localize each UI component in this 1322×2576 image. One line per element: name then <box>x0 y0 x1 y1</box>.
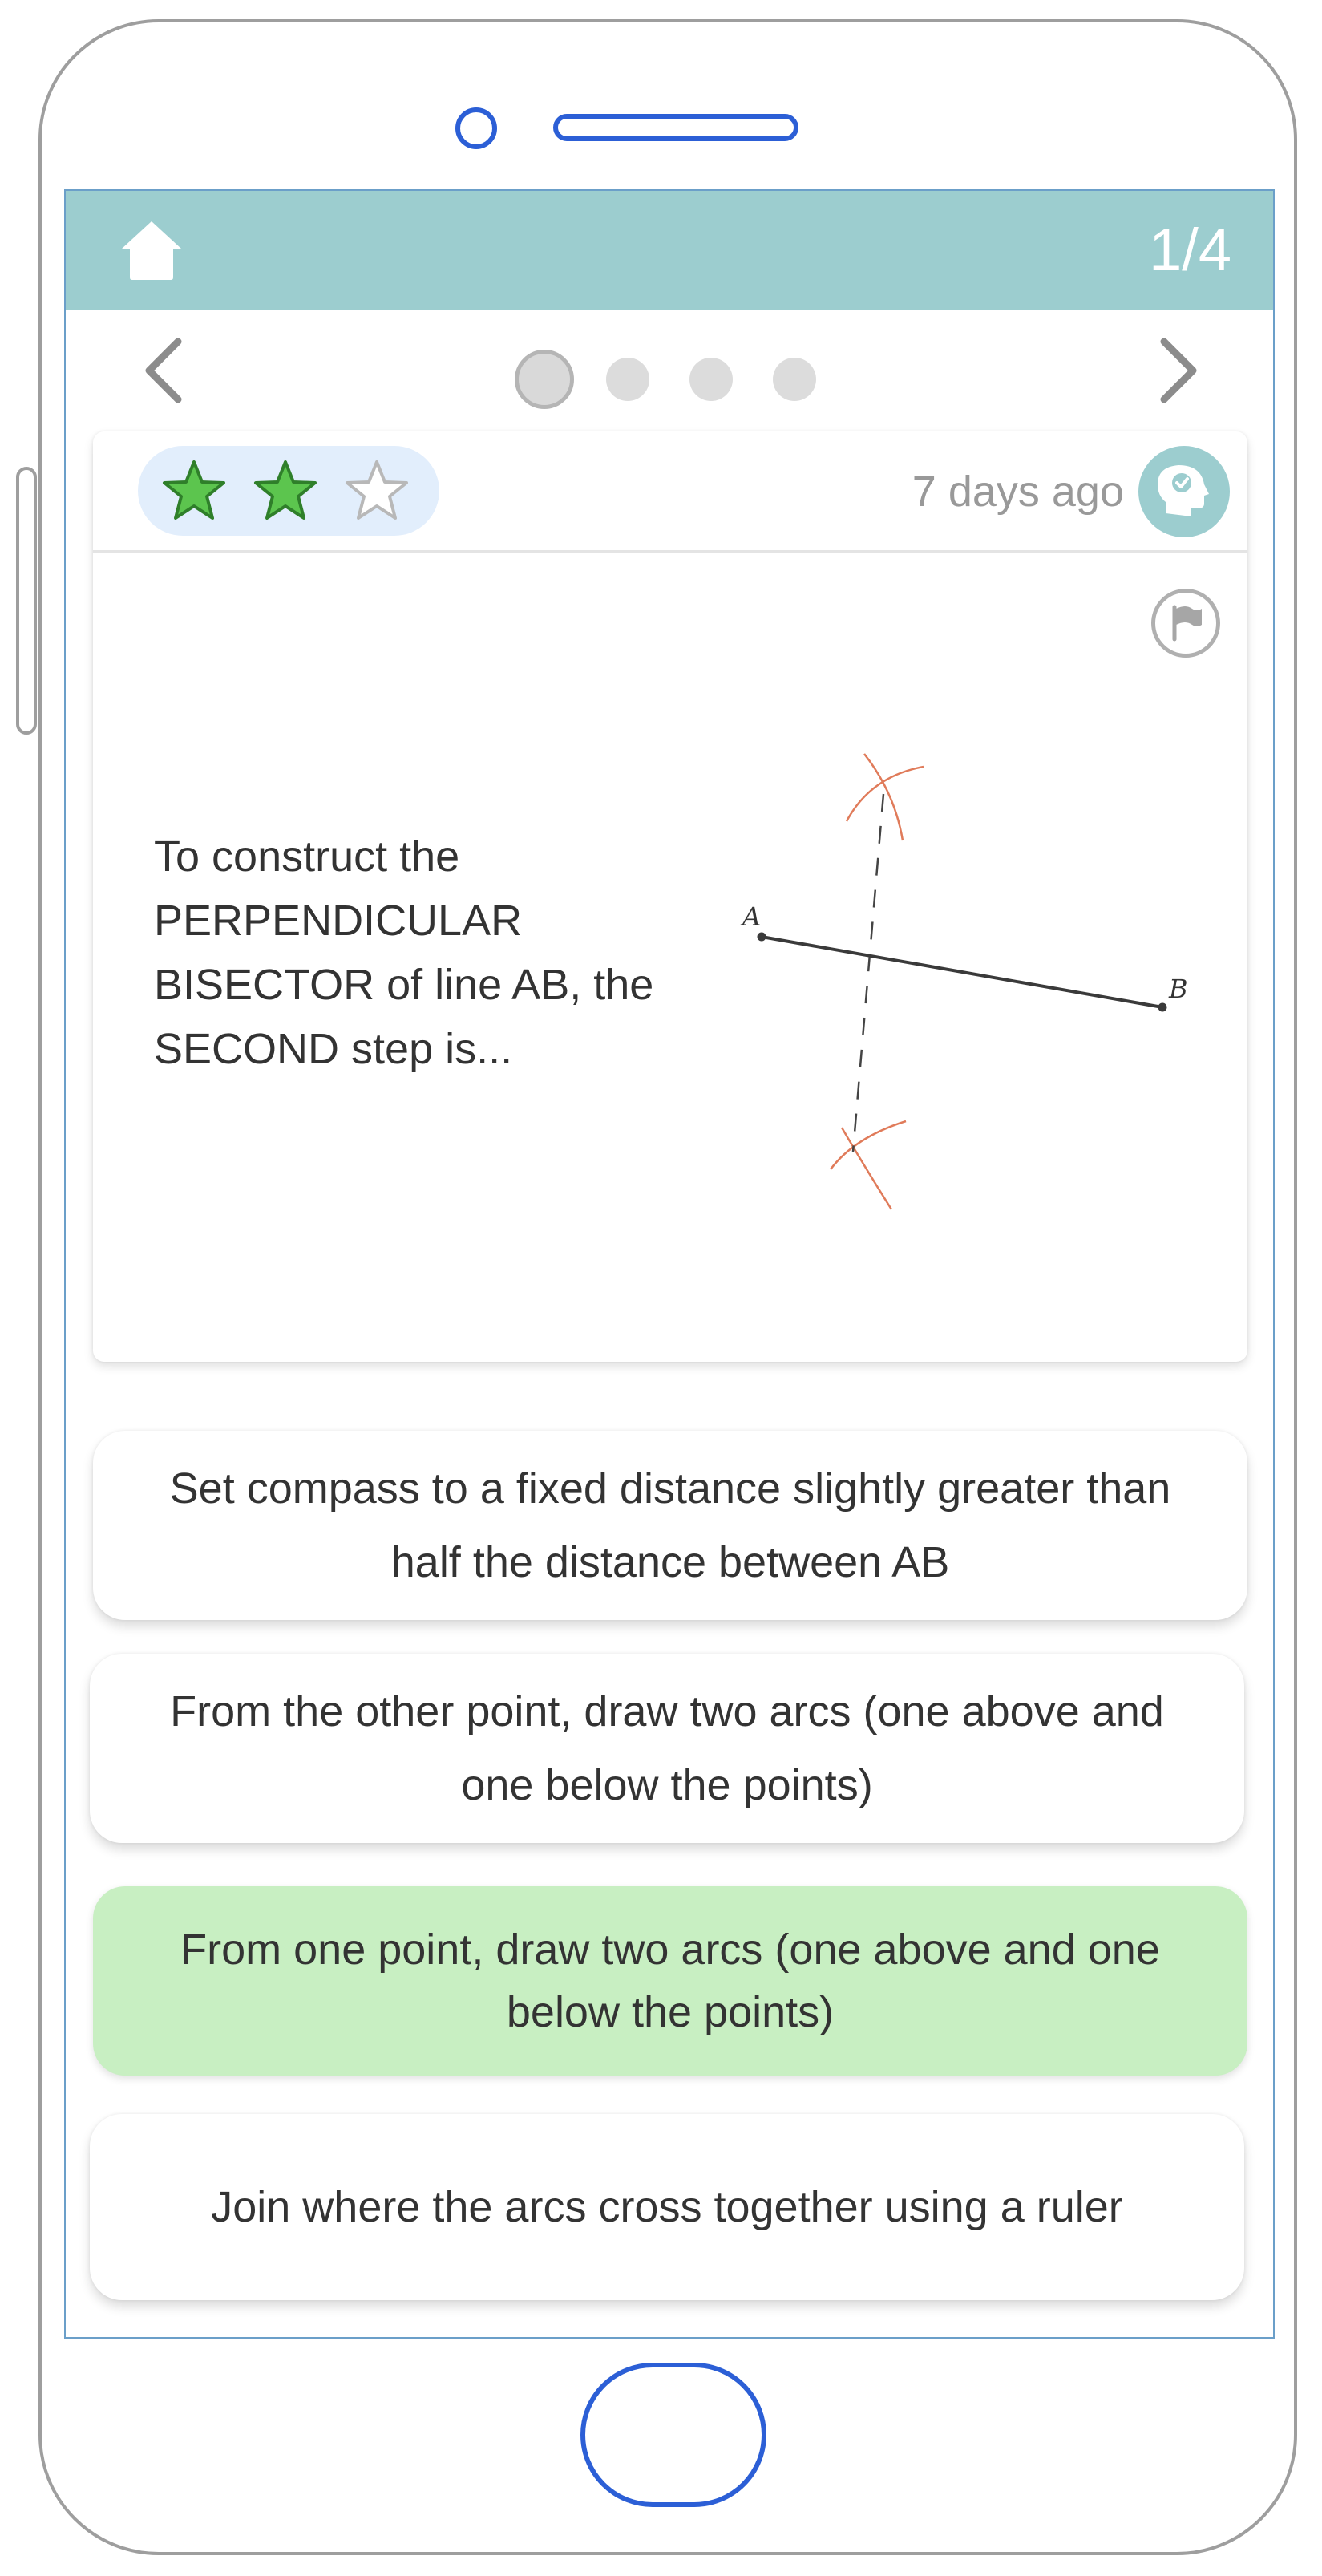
timestamp: 7 days ago <box>912 468 1124 516</box>
hardware-home-button[interactable] <box>580 2363 766 2507</box>
chevron-right-icon[interactable] <box>1150 337 1206 404</box>
question-card-header <box>93 431 1247 553</box>
star-filled-icon <box>162 459 226 523</box>
answer-option-1[interactable] <box>93 1431 1247 1620</box>
star-rating <box>138 446 439 536</box>
answer-option-3-selected[interactable] <box>93 1886 1247 2076</box>
progress-counter: 1/4 <box>1149 217 1231 283</box>
answer-text: Join where the arcs cross together using a ruler <box>211 2183 1123 2231</box>
answer-text: From the other point, draw two arcs (one above and one below the points) <box>170 1687 1164 1809</box>
answer-option-4[interactable] <box>90 2114 1244 2300</box>
side-button <box>16 467 37 735</box>
memory-head-icon[interactable] <box>1138 446 1230 537</box>
answer-option-2[interactable] <box>90 1654 1244 1843</box>
front-camera <box>455 107 497 149</box>
question-pager <box>66 310 1273 430</box>
page-dot-2[interactable] <box>606 358 649 401</box>
home-icon[interactable] <box>120 220 183 281</box>
perpendicular-bisector-diagram <box>654 744 1231 1290</box>
page-dot-4[interactable] <box>773 358 816 401</box>
point-b-label: B <box>1169 974 1188 1004</box>
answer-text: From one point, draw two arcs (one above and one below the points) <box>180 1926 1160 2036</box>
page-dot-3[interactable] <box>689 358 733 401</box>
chevron-left-icon[interactable] <box>136 337 192 404</box>
page-dots <box>515 338 900 403</box>
page-dot-1[interactable] <box>515 350 574 409</box>
top-bar <box>66 191 1273 310</box>
point-a-label: A <box>742 901 762 932</box>
answer-text: Set compass to a fixed distance slightly greater than half the distance between AB <box>169 1464 1171 1586</box>
speaker-grille <box>553 114 798 141</box>
flag-icon[interactable] <box>1151 589 1220 658</box>
app-screen <box>64 189 1275 2339</box>
question-card <box>93 431 1247 1362</box>
star-empty-icon <box>345 459 409 523</box>
question-text: To construct the PERPENDICULAR BISECTOR of line AB, the SECOND step is... <box>154 832 654 1073</box>
star-filled-icon <box>253 459 317 523</box>
